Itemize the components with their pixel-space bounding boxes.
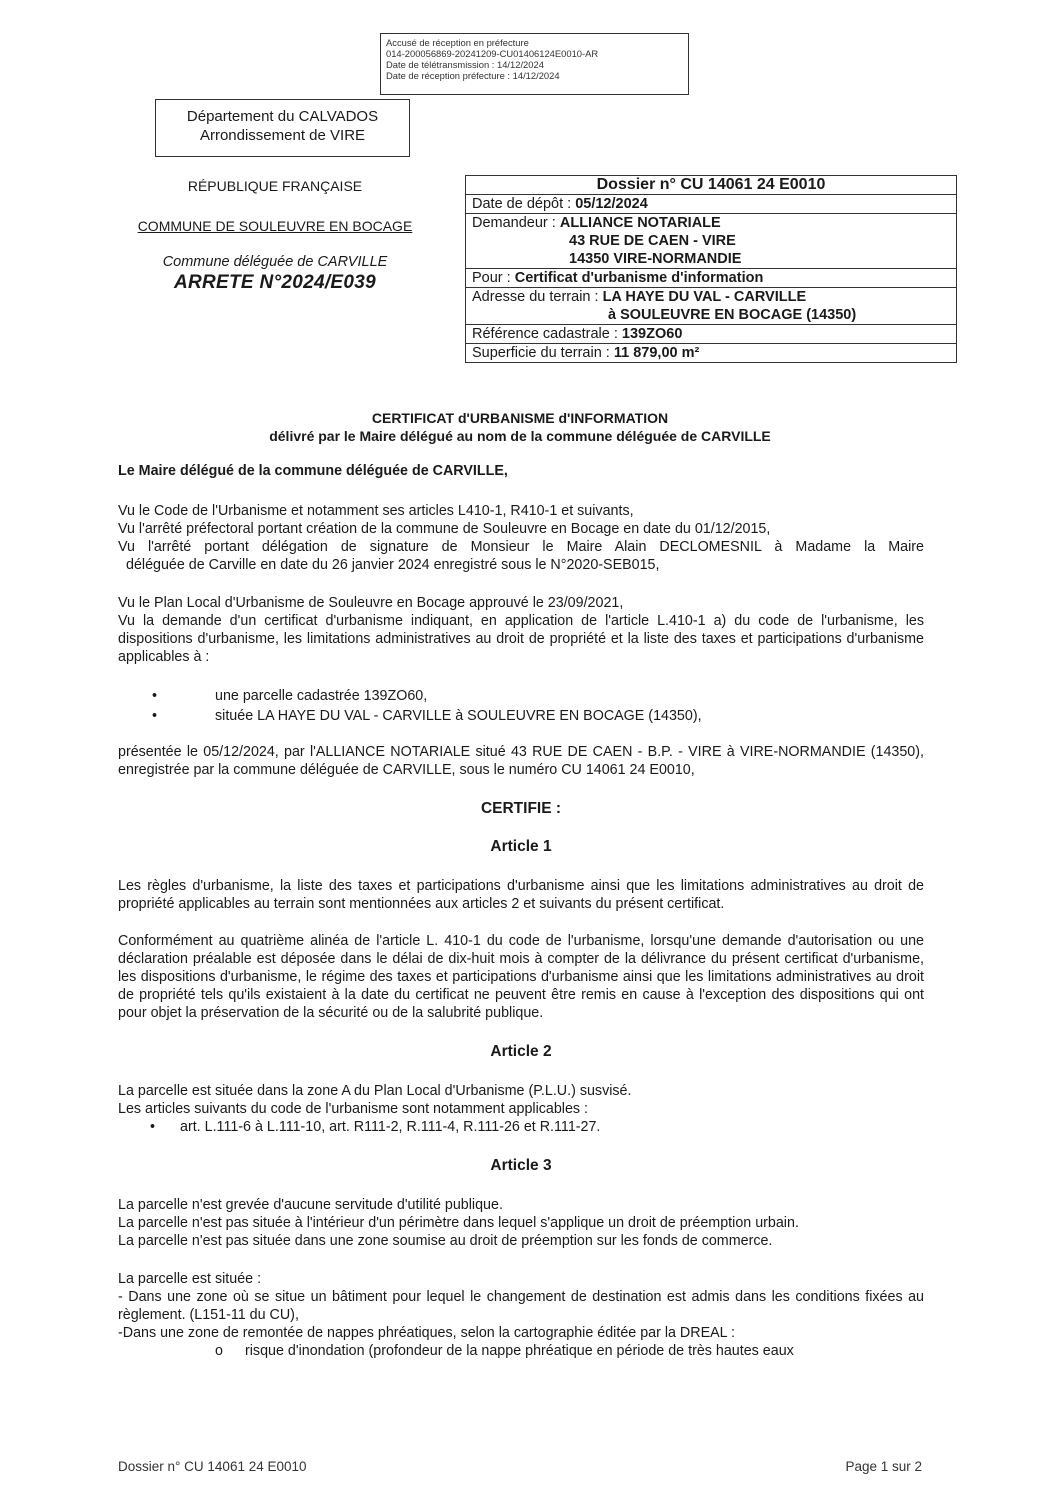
visa-paragraph: Vu la demande d'un certificat d'urbanisme indiquant, en application de l'article L.410-1 a) du code de l'urbanisme, les dispositions d'urbanisme, les limitations administratives au droit de propriété et la liste des taxes et participations d'urbanisme applicables à : xyxy=(118,613,924,665)
reception-stamp xyxy=(380,33,689,95)
circle-bullet-icon: o xyxy=(215,1343,223,1359)
footer-dossier: Dossier n° CU 14061 24 E0010 xyxy=(118,1459,307,1474)
certificate-title: CERTIFICAT d'URBANISME d'INFORMATION xyxy=(371,410,669,426)
list-item-text: une parcelle cadastrée 139ZO60, xyxy=(215,688,428,704)
commune-heading: COMMUNE DE SOULEUVRE EN BOCAGE xyxy=(137,218,413,234)
adresse-line-1: LA HAYE DU VAL - CARVILLE xyxy=(602,289,807,305)
list-item xyxy=(118,707,924,725)
dossier-pour-row xyxy=(466,269,957,288)
dossier-cadastre-row xyxy=(466,325,957,344)
date-label: Date de dépôt : xyxy=(472,196,576,212)
parcel-list xyxy=(118,687,924,725)
certificate-subtitle: délivré par le Maire délégué au nom de la commune déléguée de CARVILLE xyxy=(269,428,771,444)
pour-label: Pour : xyxy=(472,270,515,286)
certificate-heading xyxy=(130,409,910,445)
adresse-label: Adresse du terrain : xyxy=(472,289,603,305)
cadastre-label: Référence cadastrale : xyxy=(472,326,622,342)
article-3-line: - Dans une zone où se situe un bâtiment pour lequel le changement de destination est admis dans les conditions fixées au règlement. (L151-11 du CU), xyxy=(118,1289,924,1323)
page-number: Page 1 sur 2 xyxy=(845,1459,922,1474)
article-2-line: La parcelle est située dans la zone A du Plan Local d'Urbanisme (P.L.U.) susvisé. xyxy=(118,1083,632,1099)
dossier-demandeur-row xyxy=(466,214,957,269)
superficie-value: 11 879,00 m² xyxy=(613,345,700,361)
visa-line: déléguée de Carville en date du 26 janvier 2024 enregistré sous le N°2020-SEB015, xyxy=(126,557,660,573)
demandeur-address-2: 14350 VIRE-NORMANDIE xyxy=(569,251,742,267)
dossier-superficie-row xyxy=(466,344,957,363)
article-3-line: La parcelle n'est grevée d'aucune servitude d'utilité publique. xyxy=(118,1197,503,1213)
certifie-heading: CERTIFIE : xyxy=(480,800,562,817)
stamp-line: Accusé de réception en préfecture xyxy=(386,37,529,48)
article-3-line: La parcelle n'est pas située dans une zone soumise au droit de préemption sur les fonds de commerce. xyxy=(118,1233,773,1249)
demandeur-address-1: 43 RUE DE CAEN - VIRE xyxy=(569,233,736,249)
article-1-paragraph-1: Les règles d'urbanisme, la liste des taxes et participations d'urbanisme ainsi que les limitations administratives au droit de propriété applicables au terrain sont mentionnées aux articles 2 et suivants du présent certificat. xyxy=(118,878,924,912)
article-3-situation xyxy=(118,1270,924,1360)
superficie-label: Superficie du terrain : xyxy=(472,345,614,361)
stamp-line: Date de réception préfecture : 14/12/2024 xyxy=(386,70,560,81)
adresse-line-2: à SOULEUVRE EN BOCAGE (14350) xyxy=(608,307,857,323)
article-3-body xyxy=(118,1196,924,1250)
department-name: Département du CALVADOS xyxy=(186,108,379,125)
arrondissement-name: Arrondissement de VIRE xyxy=(199,127,366,144)
bullet-icon: • xyxy=(152,688,158,704)
article-2-body xyxy=(118,1082,924,1136)
dossier-date-row xyxy=(466,195,957,214)
visa-line: Vu l'arrêté préfectoral portant création de la commune de Souleuvre en Bocage en date du 01/12/2015, xyxy=(118,521,771,537)
visa-block-2 xyxy=(118,594,924,666)
dossier-adresse-row xyxy=(466,288,957,325)
article-3-line: La parcelle est située : xyxy=(118,1271,262,1287)
article-3-title: Article 3 xyxy=(490,1157,552,1174)
demandeur-label: Demandeur : xyxy=(472,215,560,231)
stamp-line: 014-200056869-20241209-CU01406124E0010-AR xyxy=(386,48,599,59)
list-item xyxy=(118,687,924,705)
visa-block xyxy=(118,502,924,574)
article-2-title: Article 2 xyxy=(490,1043,552,1060)
presentee-paragraph: présentée le 05/12/2024, par l'ALLIANCE NOTARIALE situé 43 RUE DE CAEN - B.P. - VIRE à VIRE-NORMANDIE (14350), enregistrée par la commune déléguée de CARVILLE, sous le numéro CU 14061 24 E0010, xyxy=(118,744,924,778)
list-item-text: risque d'inondation (profondeur de la nappe phréatique en période de très hautes eaux xyxy=(245,1343,794,1359)
bullet-icon: • xyxy=(152,708,158,724)
article-3-line: La parcelle n'est pas située à l'intérieur d'un périmètre dans lequel s'applique un droit de préemption urbain. xyxy=(118,1215,799,1231)
dossier-title: Dossier n° CU 14061 24 E0010 xyxy=(466,176,957,195)
cadastre-value: 139ZO60 xyxy=(621,326,683,342)
pour-value: Certificat d'urbanisme d'information xyxy=(514,270,764,286)
republic-heading: RÉPUBLIQUE FRANÇAISE xyxy=(187,178,363,194)
visa-line: Vu le Code de l'Urbanisme et notamment ses articles L410-1, R410-1 et suivants, xyxy=(118,503,634,519)
article-1-title: Article 1 xyxy=(490,838,552,855)
list-item-text: située LA HAYE DU VAL - CARVILLE à SOULEUVRE EN BOCAGE (14350), xyxy=(215,708,702,724)
arrete-number: ARRETE N°2024/E039 xyxy=(173,272,377,293)
list-item xyxy=(118,1342,924,1360)
visa-line: Vu l'arrêté portant délégation de signature de Monsieur le Maire Alain DECLOMESNIL à Madame la Maire xyxy=(118,539,924,555)
article-1-paragraph-2: Conformément au quatrième alinéa de l'article L. 410-1 du code de l'urbanisme, lorsqu'une demande d'autorisation ou une déclaration préalable est déposée dans le délai de dix-huit mois à compter de la délivrance du présent certificat d'urbanisme, les dispositions d'urbanisme, le régime des taxes et participations d'urbanisme ainsi que les limitations administratives au droit de propriété tels qu'ils existaient à la date du certificat ne peuvent être remis en cause à l'exception des dispositions qui ont pour objet la préservation de la sécurité ou de la salubrité publique. xyxy=(118,933,924,1021)
department-box xyxy=(155,99,410,157)
list-item xyxy=(118,1118,924,1136)
dossier-table xyxy=(465,175,957,363)
bullet-icon: • xyxy=(150,1119,156,1135)
demandeur-name: ALLIANCE NOTARIALE xyxy=(559,215,721,231)
article-3-line: -Dans une zone de remontée de nappes phréatiques, selon la cartographie éditée par la DREAL : xyxy=(118,1325,736,1341)
stamp-line: Date de télétransmission : 14/12/2024 xyxy=(386,59,544,70)
visa-line: Vu le Plan Local d'Urbanisme de Souleuvre en Bocage approuvé le 23/09/2021, xyxy=(118,595,624,611)
date-value: 05/12/2024 xyxy=(575,196,648,212)
maire-intro: Le Maire délégué de la commune déléguée de CARVILLE, xyxy=(118,463,508,479)
list-item-text: art. L.111-6 à L.111-10, art. R111-2, R.111-4, R.111-26 et R.111-27. xyxy=(180,1119,601,1135)
article-2-line: Les articles suivants du code de l'urbanisme sont notamment applicables : xyxy=(118,1101,589,1117)
commune-deleguee: Commune déléguée de CARVILLE xyxy=(162,254,388,270)
